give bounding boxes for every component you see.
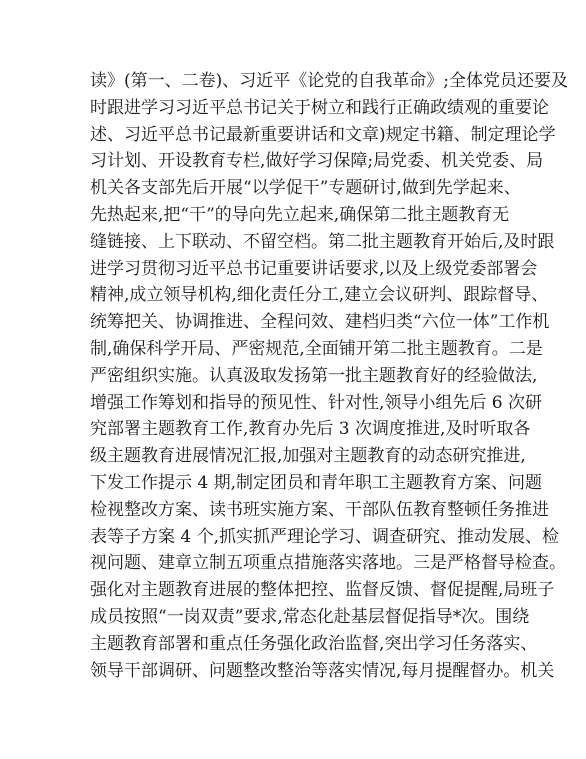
text-line: 视问题、建章立制五项重点措施落实落地。三是严格督导检查。 — [90, 553, 566, 574]
text-line: 读》(第一、二卷)、习近平《论党的自我革命》;全体党员还要及 — [90, 71, 568, 91]
text-line: 精神,成立领导机构,细化责任分工,建立会议研判、跟踪督导、 — [90, 285, 549, 306]
text-line: 增强工作筹划和指导的预见性、针对性,领导小组先后 6 次研 — [90, 392, 543, 413]
text-line: 表等子方案 4 个,抓实抓严理论学习、调查研究、推动发展、检 — [90, 526, 560, 547]
text-line: 机关各支部先后开展“以学促干”专题研讨,做到先学起来、 — [90, 178, 521, 199]
text-line: 领导干部调研、问题整改整治等落实情况,每月提醒督办。机关 — [90, 660, 555, 681]
body-paragraph — [90, 68, 568, 684]
text-line: 检视整改方案、读书班实施方案、干部队伍教育整顿任务推进 — [90, 499, 549, 520]
text-line: 先热起来,把“干”的导向先立起来,确保第二批主题教育无 — [90, 204, 510, 225]
text-line: 强化对主题教育进展的整体把控、监督反馈、督促提醒,局班子 — [90, 580, 555, 601]
text-line: 主题教育部署和重点任务强化政治监督,突出学习任务落实、 — [90, 633, 538, 654]
text-line: 统筹把关、协调推进、全程问效、建档归类“六位一体”工作机 — [90, 312, 550, 333]
text-line: 时跟进学习习近平总书记关于树立和践行正确政绩观的重要论 — [90, 97, 549, 118]
text-line: 述、习近平总书记最新重要讲话和文章)规定书籍、制定理论学 — [90, 124, 556, 145]
text-line: 成员按照“一岗双责”要求,常态化赴基层督促指导*次。围绕 — [90, 606, 530, 627]
text-line: 习计划、开设教育专栏,做好学习保障;局党委、机关党委、局 — [90, 151, 544, 172]
text-line: 下发工作提示 4 期,制定团员和青年职工主题教育方案、问题 — [90, 472, 543, 493]
text-line: 制,确保科学开局、严密规范,全面铺开第二批主题教育。二是 — [90, 338, 543, 359]
text-line: 级主题教育进展情况汇报,加强对主题教育的动态研究推进, — [90, 446, 526, 467]
text-line: 严密组织实施。认真汲取发扬第一批主题教育好的经验做法, — [90, 365, 538, 386]
text-line: 进学习贯彻习近平总书记重要讲话要求,以及上级党委部署会 — [90, 258, 538, 279]
text-line: 缝链接、上下联动、不留空档。第二批主题教育开始后,及时跟 — [90, 231, 555, 252]
text-line: 究部署主题教育工作,教育办先后 3 次调度推进,及时听取各 — [90, 419, 531, 440]
